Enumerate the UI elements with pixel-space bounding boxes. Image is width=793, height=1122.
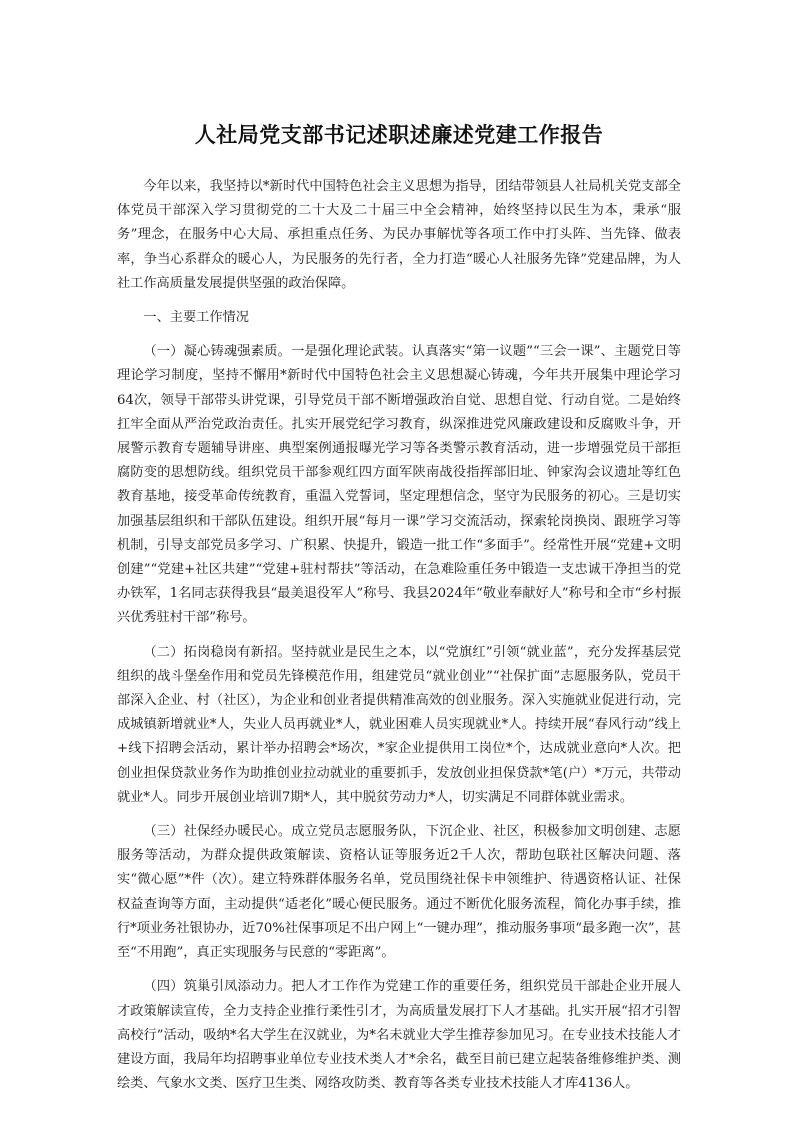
paragraph-talent: （四）筑巢引凤添动力。把人才工作作为党建工作的重要任务，组织党员干部赴企业开展人才政策解读宣传，全力支持企业推行柔性引才，为高质量发展打下人才基础。扎实开展“招才引智高校行”活动，吸纳*名大学生在汉就业，为*名未就业大学生推荐参加见习。在专业技术技能人才建设方面，我局年均招聘事业单位专业技术类人才*余名，截至目前已建立起装备维修维护类、测绘类、气象水文类、医疗卫生类、网络攻防类、教育等各类专业技术技能人才库4136人。 bbox=[117, 979, 681, 1092]
section-heading: 一、主要工作情况 bbox=[143, 310, 249, 326]
intro-paragraph: 今年以来，我坚持以*新时代中国特色社会主义思想为指导，团结带领县人社局机关党支部全体党员干部深入学习贯彻党的二十大及二十届三中全会精神，始终坚持以民生为本，秉承“服务”理念，在服务中心大局、承担重点任务、为民办事解忧等各项工作中打头阵、当先锋、做表率，争当心系群众的暖心人，为民服务的先行者，全力打造“暖心人社服务先锋”党建品牌，为人社工作高质量发展提供坚强的政治保障。 bbox=[117, 179, 681, 291]
document-title: 人社局党支部书记述职述廉述党建工作报告 bbox=[194, 122, 604, 147]
paragraph-employment: （二）拓岗稳岗有新招。坚持就业是民生之本，以“党旗红”引领“就业蓝”，充分发挥基层党组织的战斗堡垒作用和党员先锋模范作用，组建党员“就业创业”“社保扩面”志愿服务队，党员干部深入企业、村（社区），为企业和创业者提供精准高效的创业服务。深入实施就业促进行动，完成城镇新增就业*人，失业人员再就业*人，就业困难人员实现就业*人。持续开展“春风行动”线上+线下招聘会活动，累计举办招聘会*场次，*家企业提供用工岗位*个，达成就业意向*人次。把创业担保贷款业务作为助推创业拉动就业的重要抓手，发放创业担保贷款*笔(户）*万元，共带动就业*人。同步开展创业培训7期*人，其中脱贫劳动力*人，切实满足不同群体就业需求。 bbox=[117, 644, 681, 805]
paragraph-theory-study: （一）凝心铸魂强素质。一是强化理论武装。认真落实“第一议题”“三会一课”、主题党日等理论学习制度，坚持不懈用*新时代中国特色社会主义思想凝心铸魂，今年共开展集中理论学习64次，领导干部带头讲党课，引导党员干部不断增强政治自觉、思想自觉、行动自觉。二是始终扛牢全面从严治党政治责任。扎实开展党纪学习教育，纵深推进党风廉政建设和反腐败斗争，开展警示教育专题辅导讲座、典型案例通报曝光学习等各类警示教育活动，进一步增强党员干部拒腐防变的思想防线。组织党员干部参观红四方面军陕南战役指挥部旧址、钟家沟会议遗址等红色教育基地，接受革命传统教育，重温入党誓词，坚定理想信念，坚守为民服务的初心。三是切实加强基层组织和干部队伍建设。组织开展“每月一课”学习交流活动，探索轮岗换岗、跟班学习等机制，引导支部党员多学习、广积累、快提升，锻造一批工作“多面手”。经常性开展“党建+文明创建”“党建+社区共建”“党建+驻村帮扶”等活动，在急难险重任务中锻造一支忠诚干净担当的党办铁军，1名同志获得我县“最美退役军人”称号、我县2024年“敬业奉献好人”称号和全市“乡村振兴优秀驻村干部”称号。 bbox=[117, 344, 681, 626]
paragraph-social-security: （三）社保经办暖民心。成立党员志愿服务队，下沉企业、社区，积极参加文明创建、志愿服务等活动，为群众提供政策解读、资格认证等服务近2千人次，帮助包联社区解决问题、落实“微心愿”*件（次）。建立特殊群体服务名单，党员围绕社保卡申领维护、待遇资格认证、社保权益查询等方面，主动提供“适老化”暖心便民服务。通过不断优化服务流程，简化办事手续，推行*项业务社银协办，近70%社保事项足不出户网上“一键办理”，推动服务事项“最多跑一次”，甚至“不用跑”，真正实现服务与民意的“零距离”。 bbox=[117, 824, 681, 961]
